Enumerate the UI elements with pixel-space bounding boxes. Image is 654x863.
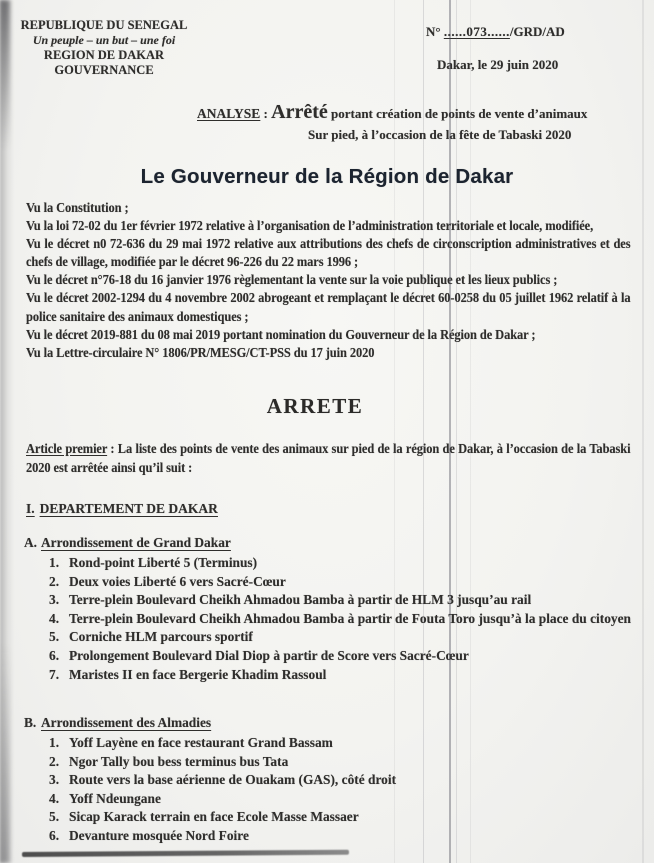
place-date: Dakar, le 29 juin 2020 xyxy=(437,57,559,72)
section-title: Arrondissement de Grand Dakar xyxy=(41,535,231,550)
visa-paragraph: Vu le décret n°76-18 du 16 janvier 1976 règlementant la vente sur la voie publique et les lieux publics ; xyxy=(26,272,558,288)
list-item-text: Corniche HLM parcours sportif xyxy=(69,629,253,645)
article-label: Article premier xyxy=(26,441,108,456)
list-item xyxy=(49,573,632,592)
list-item xyxy=(49,647,632,666)
department-heading-text xyxy=(26,501,218,516)
visa-paragraph: Vu la Constitution ; xyxy=(26,200,129,215)
letterhead xyxy=(20,18,188,78)
list-item xyxy=(49,610,632,629)
section-letter: A. xyxy=(24,535,38,550)
document-title: Le Gouverneur de la Région de Dakar xyxy=(140,165,514,188)
subject-colon: : xyxy=(260,106,272,121)
list-item-text: Terre-plein Boulevard Cheikh Ahmadou Bamba à partir de Fouta Toro jusqu’à la place du citoyen xyxy=(69,610,631,626)
reference-number: ......073...... xyxy=(443,24,510,39)
list-item xyxy=(49,554,632,573)
scan-shadow-left xyxy=(0,0,14,863)
visa-paragraph: Vu le décret 2019-881 du 08 mai 2019 portant nomination du Gouverneur de la Région de Dakar ; xyxy=(26,326,536,342)
section-heading xyxy=(24,534,632,552)
decree-heading: ARRETE xyxy=(266,394,364,418)
list-item xyxy=(49,734,632,753)
section-letter: B. xyxy=(24,715,37,730)
list-item xyxy=(49,628,632,647)
visas-block xyxy=(26,199,631,362)
list-item xyxy=(49,591,632,610)
list-item-text: Route vers la base aérienne de Ouakam (GAS), côté droit xyxy=(69,772,397,788)
letterhead-region: REGION DE DAKAR xyxy=(43,48,165,62)
cropped-content-bar xyxy=(22,850,349,857)
section-almadies xyxy=(24,714,632,846)
reference-suffix: /GRD/AD xyxy=(509,24,565,39)
letterhead-country: REPUBLIQUE DU SENEGAL xyxy=(20,18,188,32)
department-heading xyxy=(26,501,218,517)
subject-label: ANALYSE xyxy=(197,106,261,121)
list-item-text: Prolongement Boulevard Dial Diop à partir de Score vers Sacré-Cœur xyxy=(69,647,469,663)
subject-line-1 xyxy=(197,101,587,124)
sale-points-list xyxy=(24,554,632,684)
visa-paragraph: Vu la loi 72-02 du 1er février 1972 relative à l’organisation de l’administration territoriale et locale, modifiée, xyxy=(26,218,594,234)
list-item-text: Yoff Ndeungane xyxy=(69,790,161,806)
list-item xyxy=(49,827,632,846)
list-item-text: Devanture mosquée Nord Foire xyxy=(69,827,249,843)
list-item xyxy=(49,771,632,790)
list-item-text: Ngor Tally bou bess terminus bus Tata xyxy=(69,753,289,769)
department-title: DEPARTEMENT DE DAKAR xyxy=(39,501,218,516)
list-item-text: Sicap Karack terrain en face Ecole Masse Massaer xyxy=(69,809,359,825)
article-body: : La liste des points de vente des animaux sur pied de la région de Dakar, à l’occasion de la Tabaski 2020 est arrêtée ainsi qu’il suit : xyxy=(26,441,631,475)
scan-shadow-bottom-left xyxy=(0,643,10,863)
subject-tail: portant création de points de vente d’animaux xyxy=(327,106,588,121)
list-item-text: Terre-plein Boulevard Cheikh Ahmadou Bamba à partir de HLM 3 jusqu’au rail xyxy=(69,592,532,608)
section-title: Arrondissement des Almadies xyxy=(41,715,212,730)
visa-paragraph: Vu le décret 2002-1294 du 4 novembre 2002 abrogeant et remplaçant le décret 60-0258 du 05 juillet 1962 relatif à la police sanitaire des animaux domestiques ; xyxy=(26,290,631,324)
list-item-text: Deux voies Liberté 6 vers Sacré-Cœur xyxy=(69,573,286,589)
list-item-text: Rond-point Liberté 5 (Terminus) xyxy=(69,555,258,570)
reference-number-line xyxy=(426,24,565,40)
sale-points-list xyxy=(24,734,632,846)
list-item xyxy=(49,790,632,809)
list-item xyxy=(49,753,632,772)
list-item xyxy=(49,808,632,827)
reference-block xyxy=(426,24,565,73)
scan-shadow-top-left xyxy=(0,0,10,150)
subject-line-2: Sur pied, à l’occasion de la fête de Tabaski 2020 xyxy=(308,127,572,142)
reference-prefix: N° xyxy=(426,24,444,39)
list-item-text: Maristes II en face Bergerie Khadim Rassoul xyxy=(69,666,327,682)
visa-paragraph: Vu la Lettre-circulaire N° 1806/PR/MESG/CT-PSS du 17 juin 2020 xyxy=(26,344,375,360)
letterhead-office: GOUVERNANCE xyxy=(54,63,154,77)
article-premier xyxy=(26,440,631,477)
department-numeral: I. xyxy=(26,501,35,516)
list-item-text: Yoff Layène en face restaurant Grand Bassam xyxy=(69,735,333,750)
list-item xyxy=(49,666,632,685)
visa-paragraph: Vu le décret n0 72-636 du 29 mai 1972 relative aux attributions des chefs de circonscription administratives et des chefs de village, modifiée par le décret 96-226 du 22 mars 1996 ; xyxy=(26,236,631,270)
section-grand-dakar xyxy=(24,534,632,684)
letterhead-motto: Un peuple – un but – une foi xyxy=(32,33,176,47)
subject-keyword: Arrêté xyxy=(271,101,328,123)
section-heading xyxy=(24,714,632,732)
fold-line xyxy=(642,0,644,863)
